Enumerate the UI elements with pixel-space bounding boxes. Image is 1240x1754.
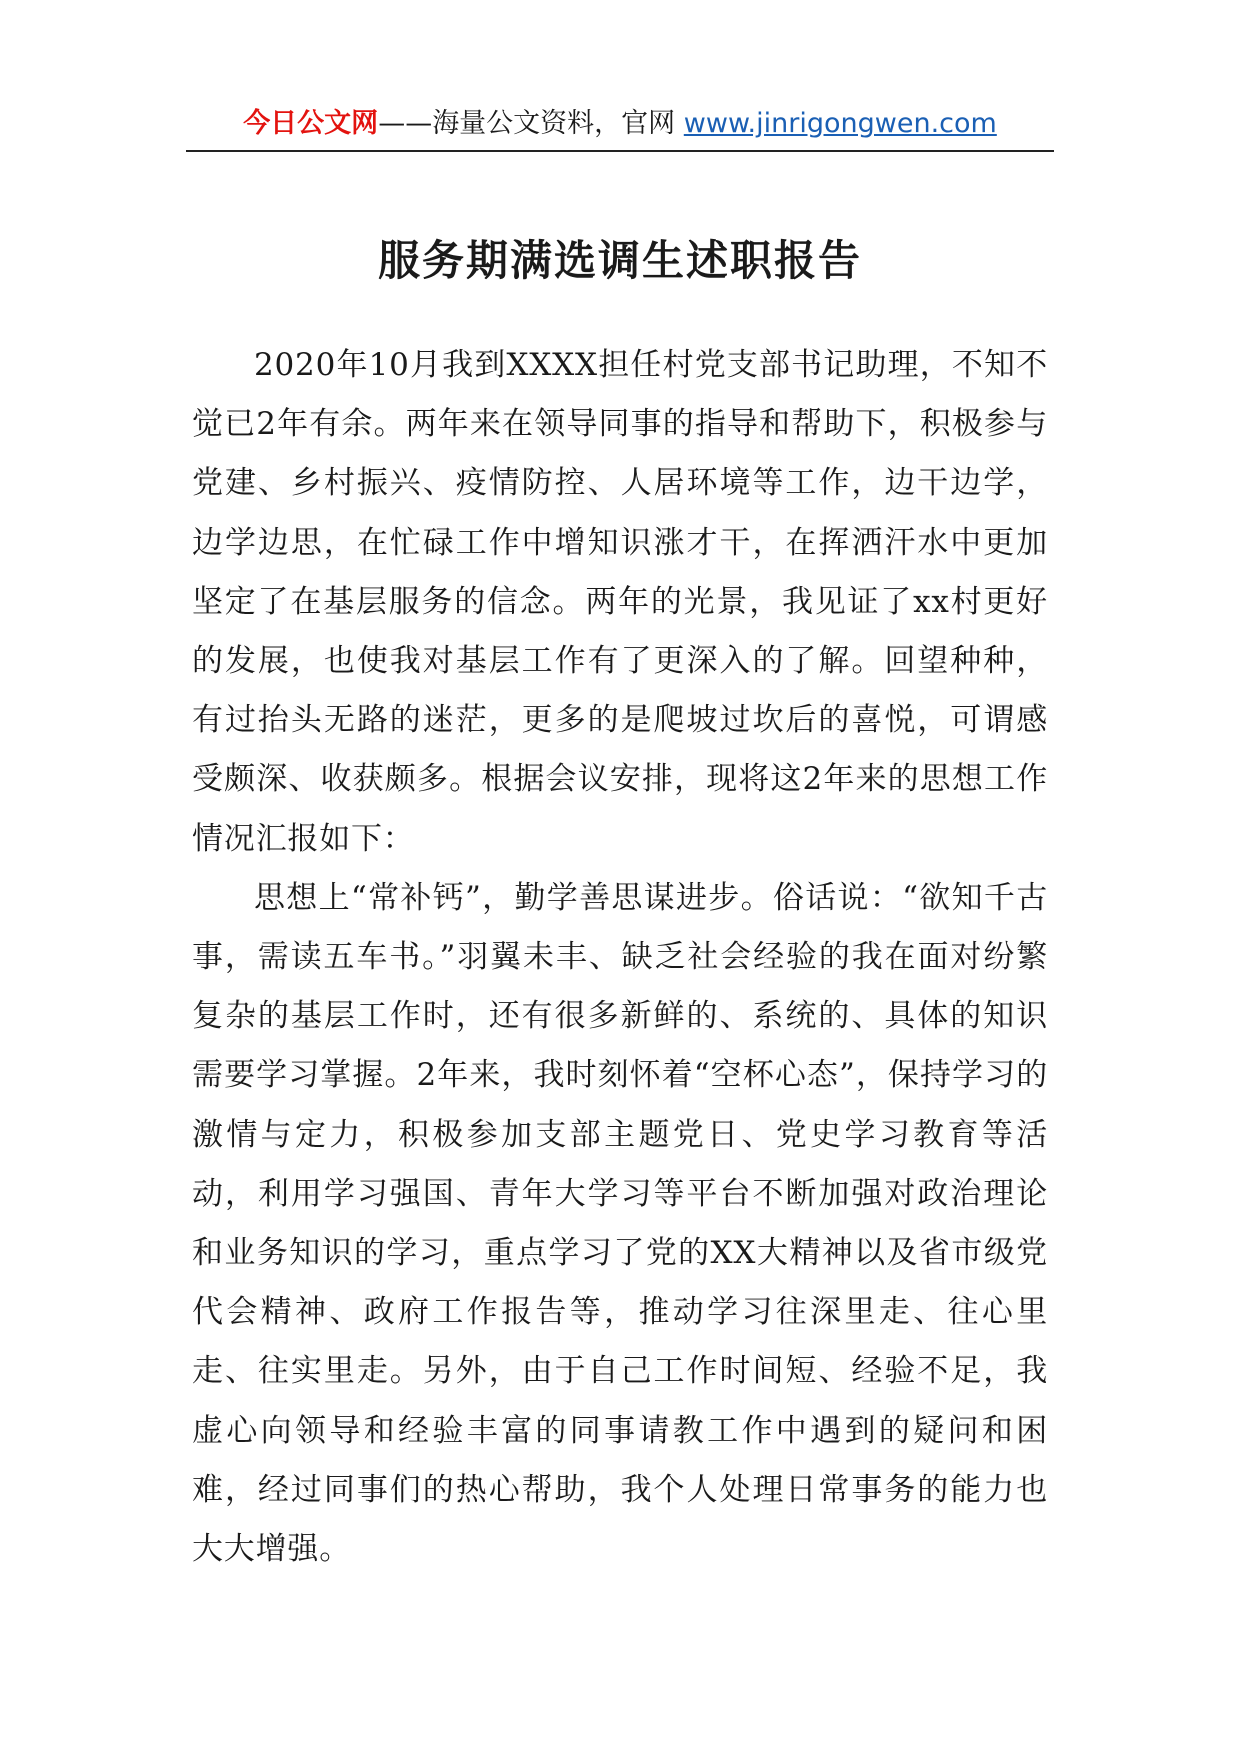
paragraph: 思想上“常补钙”，勤学善思谋进步。俗话说：“欲知千古事，需读五车书。”羽翼未丰、缺乏社会经验的我在面对纷繁复杂的基层工作时，还有很多新鲜的、系统的、具体的知识需要学习掌握。2年来，我时刻怀着“空杯心态”，保持学习的激情与定力，积极参加支部主题党日、党史学习教育等活动，利用学习强国、青年大学习等平台不断加强对政治理论和业务知识的学习，重点学习了党的XX大精神以及省市级党代会精神、政府工作报告等，推动学习往深里走、往心里走、往实里走。另外，由于自己工作时间短、经验不足，我虚心向领导和经验丰富的同事请教工作中遇到的疑问和困难，经过同事们的热心帮助，我个人处理日常事务的能力也大大增强。 (192, 879, 1048, 1568)
document-title: 服务期满选调生述职报告 (377, 236, 862, 286)
document-body (192, 336, 1048, 1579)
paragraph: 2020年10月我到XXXX担任村党支部书记助理，不知不觉已2年有余。两年来在领导同事的指导和帮助下，积极参与党建、乡村振兴、疫情防控、人居环境等工作，边干边学，边学边思，在忙碌工作中增知识涨才干，在挥洒汗水中更加坚定了在基层服务的信念。两年的光景，我见证了xx村更好的发展，也使我对基层工作有了更深入的了解。回望种种，有过抬头无路的迷茫，更多的是爬坡过坎后的喜悦，可谓感受颇深、收获颇多。根据会议安排，现将这2年来的思想工作情况汇报如下： (192, 347, 1048, 857)
site-slogan: ——海量公文资料，官网 (378, 108, 684, 139)
site-header (186, 104, 1054, 152)
site-brand[interactable]: 今日公文网 (243, 108, 379, 139)
site-url-link[interactable]: www.jinrigongwen.com (683, 108, 997, 139)
